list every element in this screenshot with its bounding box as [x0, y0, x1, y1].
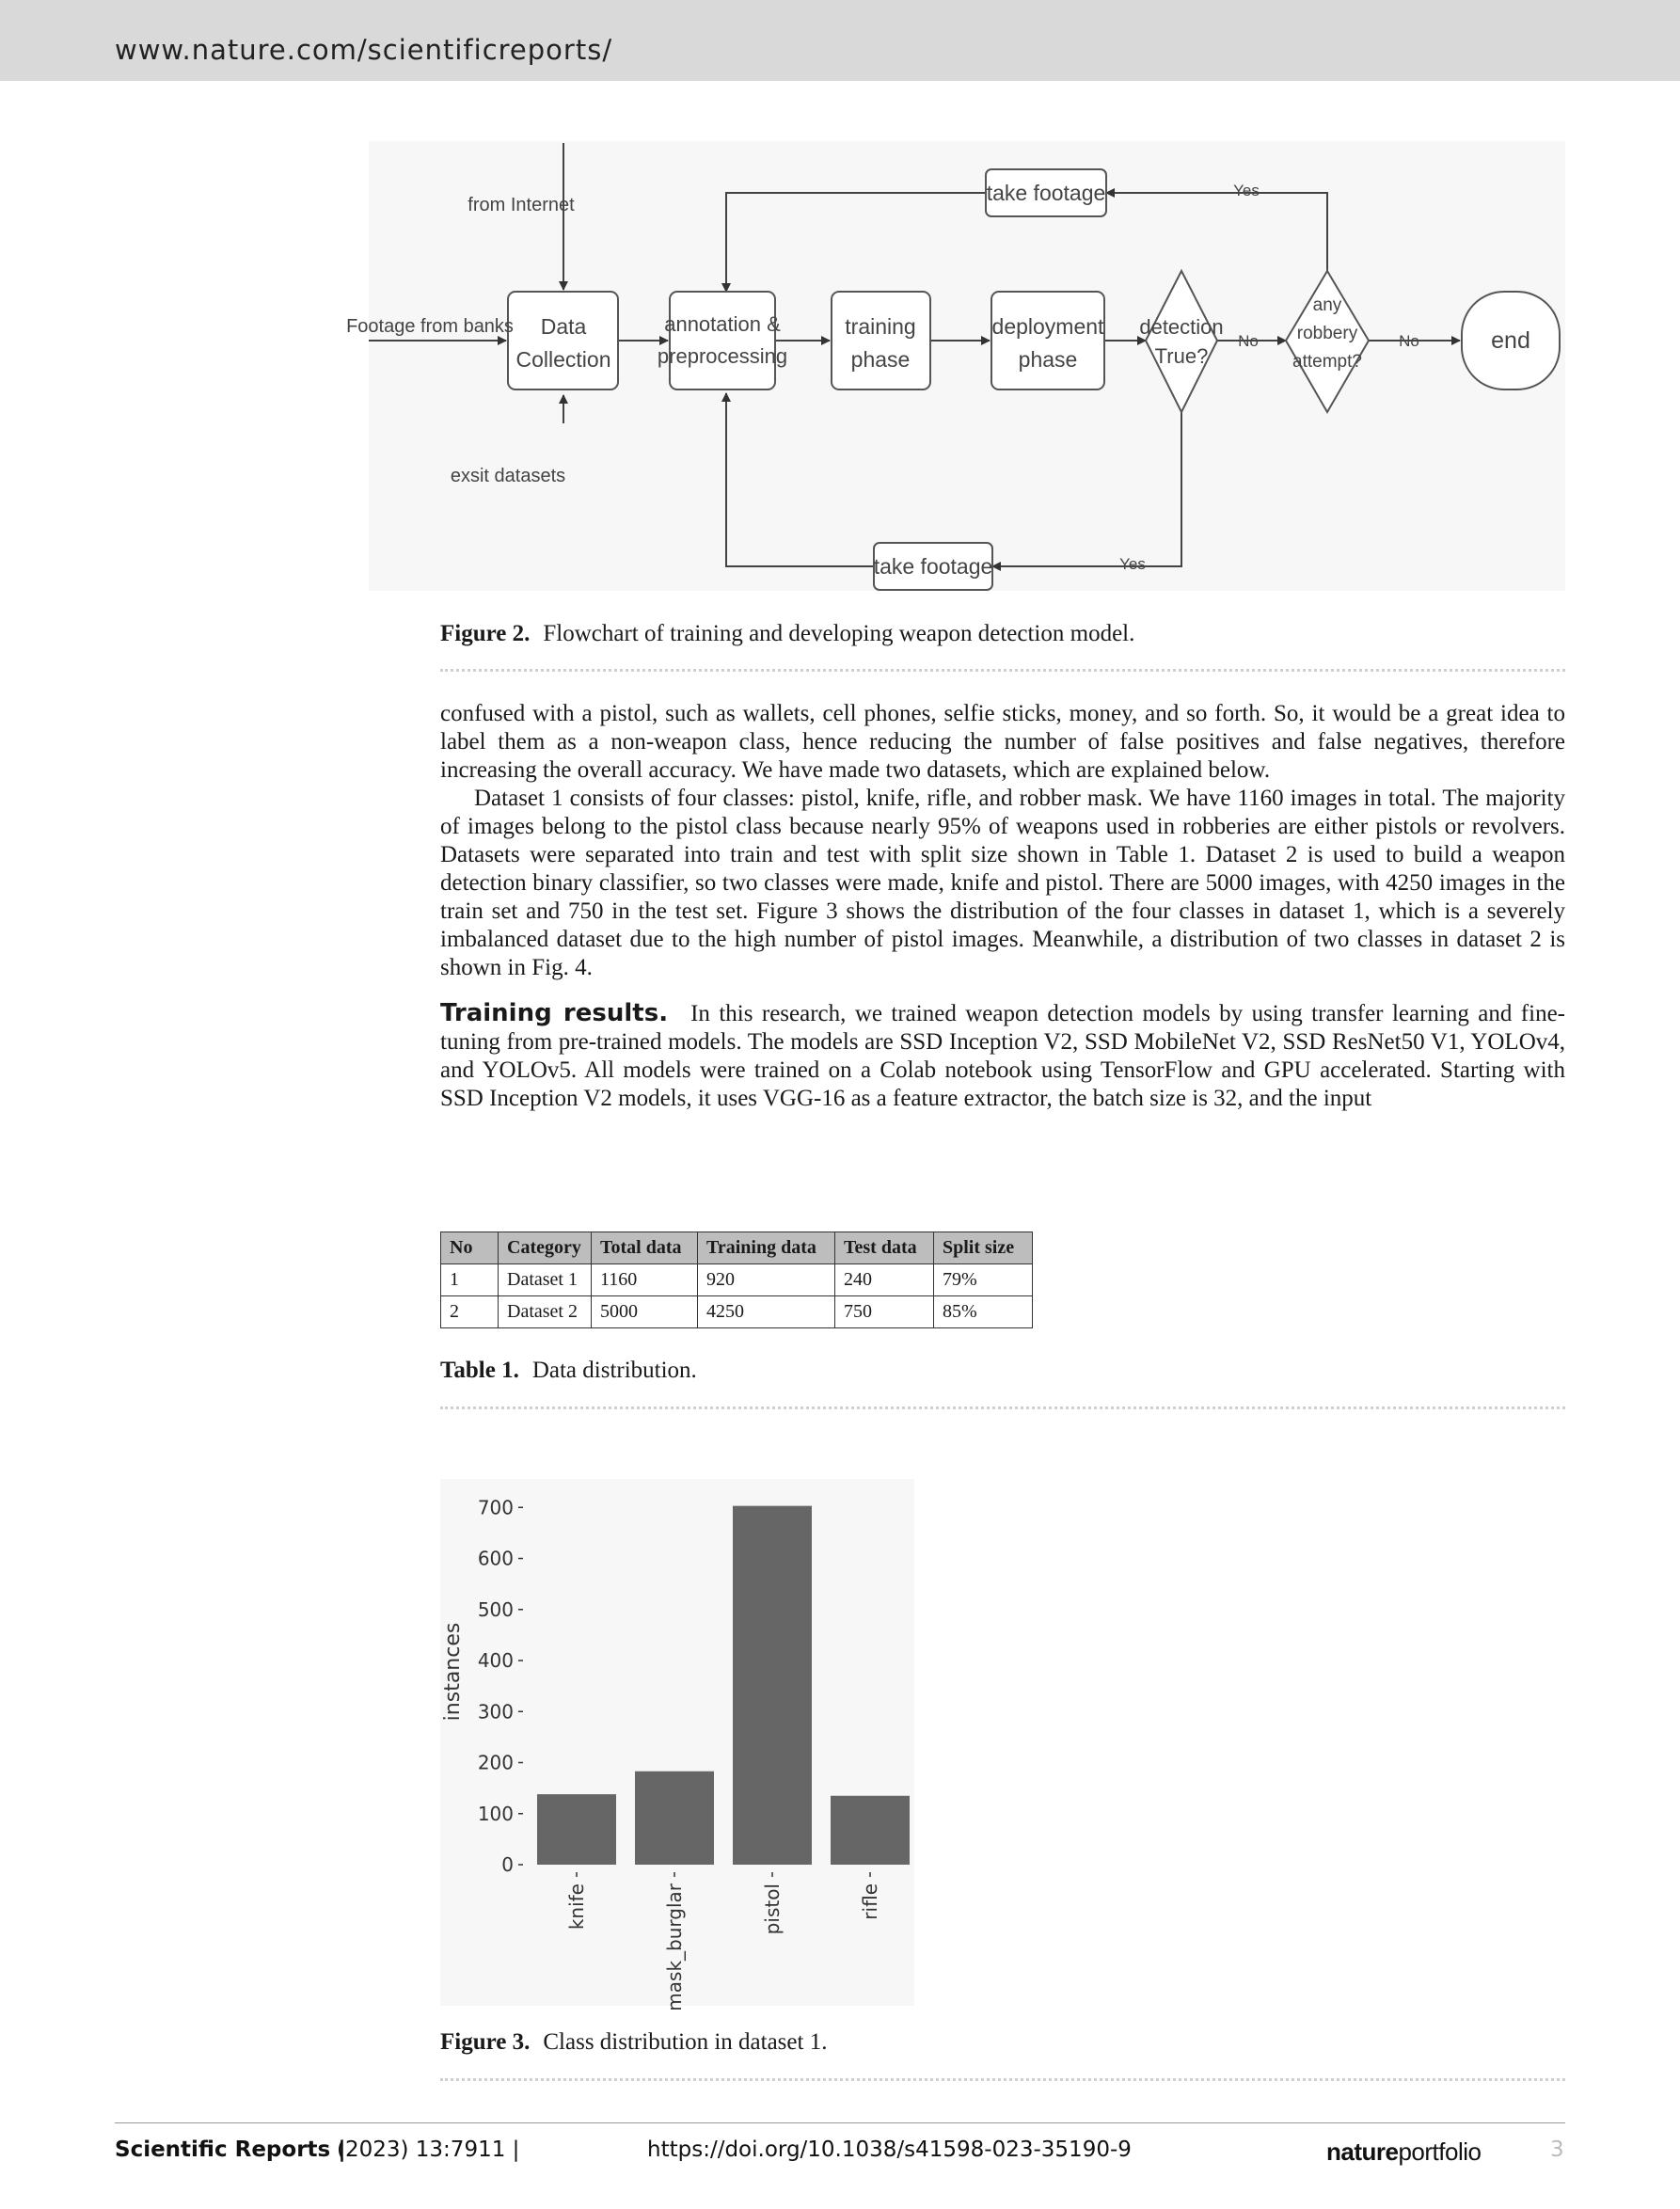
label-training-phase: phase: [850, 347, 911, 372]
y-tick-label: 100: [477, 1802, 514, 1825]
table-header-row: [441, 1232, 1033, 1264]
x-tick-label: mask_burglar: [663, 1883, 686, 2011]
bars: [537, 1506, 910, 1865]
figure-2-caption-label: Figure 2.: [440, 621, 531, 646]
table-row: [441, 1264, 1033, 1296]
table-header-cell: Category: [499, 1232, 592, 1264]
flowchart-svg: [346, 141, 1565, 591]
label-robbery: robbery: [1296, 324, 1358, 343]
edge-footage-top-to-annotation: [726, 193, 986, 292]
header-bar: [0, 0, 1680, 81]
bar-rifle: [831, 1796, 910, 1865]
publisher-logo[interactable]: [1326, 2137, 1481, 2167]
node-data-collection: [508, 292, 618, 389]
y-tick-label: 200: [477, 1751, 514, 1774]
figure-2-caption: [440, 621, 1134, 647]
table-1-caption: [440, 1358, 697, 1384]
label-no-2: No: [1399, 332, 1419, 350]
table-cell: 85%: [934, 1296, 1033, 1328]
table-cell: Dataset 2: [499, 1296, 592, 1328]
y-tick-label: 0: [501, 1853, 514, 1876]
table-cell: 1: [441, 1264, 499, 1296]
publisher-logo-light: portfolio: [1398, 2137, 1482, 2166]
edge-detection-yes: [992, 412, 1181, 566]
page-number: 3: [1550, 2137, 1564, 2162]
y-tick-label: 400: [477, 1649, 514, 1673]
y-axis-label: instances: [441, 1622, 465, 1722]
label-attempt: attempt?: [1292, 352, 1362, 372]
table-cell: 79%: [934, 1264, 1033, 1296]
publisher-logo-bold: nature: [1326, 2137, 1399, 2166]
paragraph-2: Dataset 1 consists of four classes: pistol, knife, rifle, and robber mask. We have 1160 images in total. The majority of images belong to the pistol class because nearly 95% of weapons used in robberies are either pistols or revolvers. Datasets were separated into train and test with split size shown in Table 1. Dataset 2 is used to build a weapon detection binary classifier, so two classes were made, knife and pistol. There are 5000 images, with 4250 images in the train set and 750 in the test set. Figure 3 shows the distribution of the four classes in dataset 1, which is a severely imbalanced dataset due to the high number of pistol images. Meanwhile, a distribution of two classes in dataset 2 is shown in Fig. 4.: [440, 786, 1565, 980]
table-cell: 1160: [592, 1264, 698, 1296]
y-tick-label: 600: [477, 1547, 514, 1570]
table-cell: 240: [835, 1264, 934, 1296]
table-1-caption-text: Data distribution.: [531, 1358, 697, 1383]
x-axis: [565, 1872, 881, 2011]
y-axis: [478, 1496, 523, 1876]
section-heading-training-results: Training results.: [440, 999, 669, 1027]
node-training: [832, 292, 930, 389]
figure-3: [440, 1479, 914, 2011]
label-end: end: [1491, 327, 1530, 354]
label-preprocessing: preprocessing: [657, 344, 788, 368]
bar-pistol: [733, 1506, 812, 1865]
y-tick-label: 300: [477, 1700, 514, 1724]
label-footage-from-banks: Footage from banks: [346, 316, 514, 337]
footer-journal: Scientific Reports |: [115, 2137, 346, 2162]
body-text: [440, 700, 1565, 1113]
edge-robbery-yes: [1106, 193, 1327, 271]
table-cell: Dataset 1: [499, 1264, 592, 1296]
footer-doi[interactable]: https://doi.org/10.1038/s41598-023-35190-9: [647, 2137, 1132, 2162]
y-tick-label: 500: [477, 1597, 514, 1621]
figure-2-caption-text: Flowchart of training and developing weapon detection model.: [543, 621, 1135, 646]
figure-3-caption: [440, 2029, 827, 2056]
figure-3-caption-text: Class distribution in dataset 1.: [543, 2029, 828, 2055]
label-take-footage-bottom: take footage: [873, 554, 993, 579]
node-annotation: [670, 292, 775, 389]
figure-2: [346, 141, 1565, 591]
table-cell: 2: [441, 1296, 499, 1328]
label-no-1: No: [1238, 332, 1259, 350]
paragraph-3-text: In this research, we trained weapon detection models by using transfer learning and fine-tuning from pre-trained models. The models are SSD Inception V2, SSD MobileNet V2, SSD ResNet50 V1, YOLOv4, and YOLOv5. All models were trained on a Colab notebook using TensorFlow and GPU accelerated. Starting with SSD Inception V2 models, it uses VGG-16 as a feature extractor, the batch size is 32, and the input: [440, 1001, 1566, 1111]
table-cell: 4250: [698, 1296, 835, 1328]
table-cell: 920: [698, 1264, 835, 1296]
x-tick-label: knife: [565, 1883, 588, 1931]
figure-2-divider: [440, 669, 1565, 672]
label-yes-bottom: Yes: [1119, 555, 1146, 573]
footer-volume: (2023) 13:7911 |: [337, 2137, 520, 2162]
label-deployment: deployment: [991, 314, 1104, 339]
node-detection: [1146, 271, 1217, 412]
label-exsit-datasets: exsit datasets: [450, 466, 566, 486]
bar-knife: [537, 1794, 616, 1865]
figure-3-divider: [440, 2078, 1565, 2081]
label-collection: Collection: [515, 347, 611, 372]
node-deployment: [991, 292, 1104, 389]
label-from-internet: from Internet: [468, 195, 575, 215]
label-take-footage-top: take footage: [986, 181, 1106, 205]
table-cell: 750: [835, 1296, 934, 1328]
table-row: [441, 1296, 1033, 1328]
label-annotation: annotation &: [664, 312, 781, 336]
footer-rule: [115, 2122, 1565, 2123]
table-1-divider: [440, 1406, 1565, 1409]
figure-3-caption-label: Figure 3.: [440, 2029, 531, 2055]
label-yes-top: Yes: [1233, 182, 1260, 199]
header-url[interactable]: www.nature.com/scientificreports/: [115, 34, 613, 66]
table-header-cell: Split size: [934, 1232, 1033, 1264]
label-training: training: [845, 314, 916, 339]
table-header-cell: Training data: [698, 1232, 835, 1264]
label-detection: detection: [1139, 315, 1224, 339]
edge-footage-bottom-to-annotation: [726, 393, 874, 566]
table-cell: 5000: [592, 1296, 698, 1328]
paragraph-3: [440, 999, 1565, 1113]
table-header-cell: No: [441, 1232, 499, 1264]
y-tick-label: 700: [477, 1496, 514, 1519]
label-data: Data: [540, 314, 587, 339]
label-any: any: [1312, 295, 1342, 315]
label-detection-true: True?: [1154, 344, 1209, 368]
table-header-cell: Total data: [592, 1232, 698, 1264]
x-tick-label: pistol: [761, 1883, 784, 1935]
table-header-cell: Test data: [835, 1232, 934, 1264]
bar-chart: [440, 1479, 914, 2011]
paragraph-1: confused with a pistol, such as wallets, cell phones, selfie sticks, money, and so forth. So, it would be a great idea to label them as a non-weapon class, hence reducing the number of false positives and false negatives, therefore increasing the overall accuracy. We have made two datasets, which are explained below.: [440, 701, 1565, 783]
table-1: [440, 1232, 1033, 1328]
x-tick-label: rifle: [859, 1883, 881, 1920]
bar-mask-burglar: [635, 1772, 714, 1865]
label-deployment-phase: phase: [1018, 347, 1078, 372]
table-1-caption-label: Table 1.: [440, 1358, 519, 1383]
